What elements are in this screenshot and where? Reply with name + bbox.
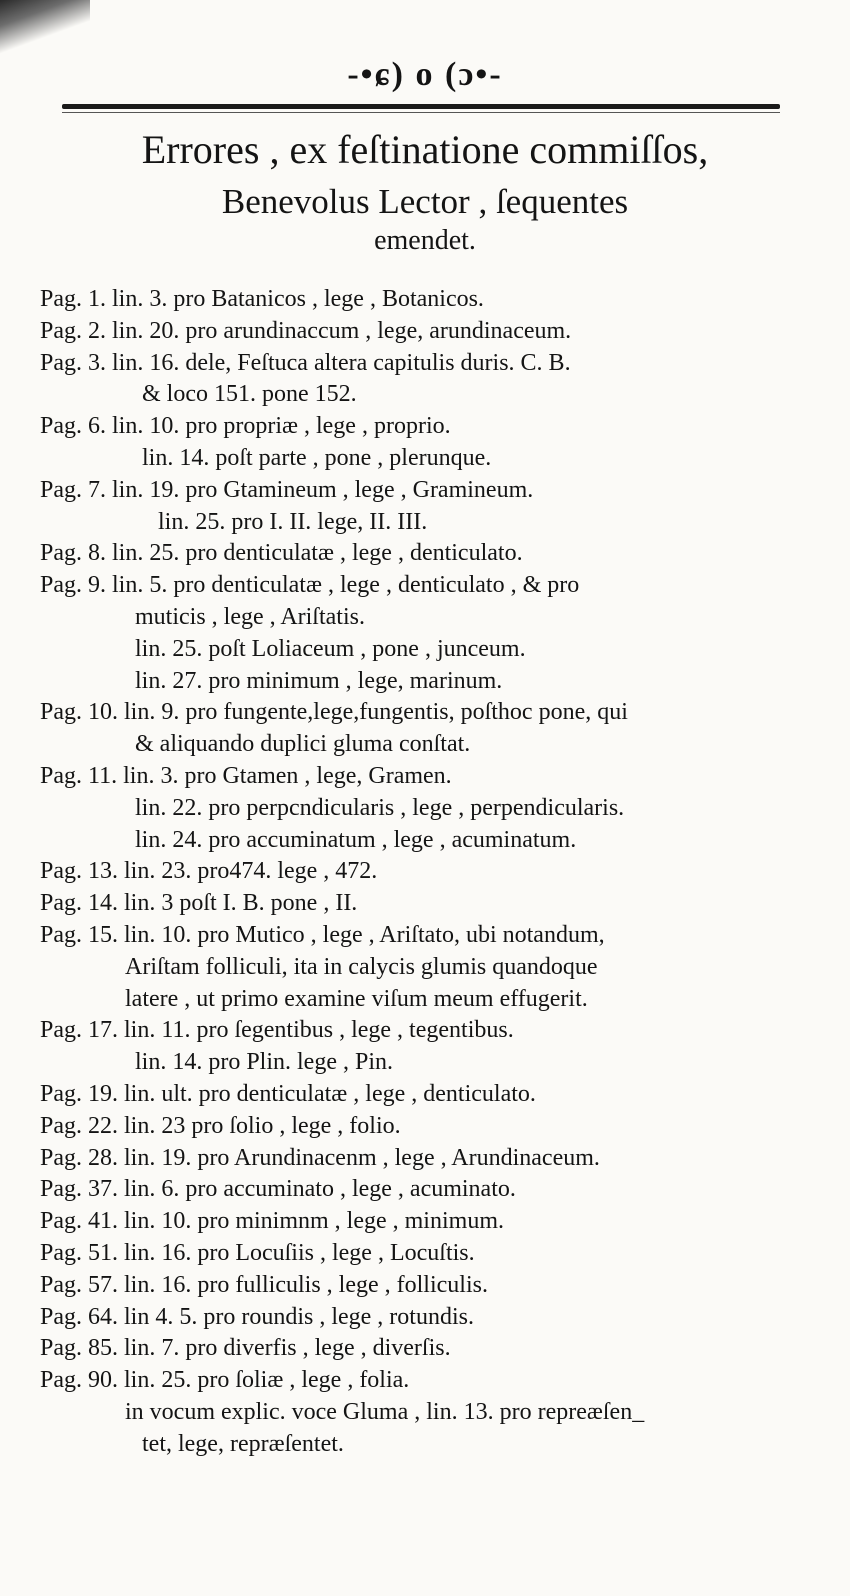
title-line-3: emendet. [374,225,476,256]
errata-line: lin. 24. pro accuminatum , lege , acuminatum. [135,826,577,853]
errata-line: tet, lege, repræſentet. [142,1430,344,1457]
errata-line: lin. 14. pro Plin. lege , Pin. [135,1049,393,1076]
errata-line: lin. 22. pro perpcndicularis , lege , perpendicularis. [135,794,625,821]
errata-line: Pag. 15. lin. 10. pro Mutico , lege , Ariſtato, ubi notandum, [40,921,605,948]
errata-line: Pag. 9. lin. 5. pro denticulatæ , lege , denticulato , & pro [40,572,580,599]
header-rule [62,104,780,109]
header-ornament: -•ɕ) o (ɔ•- [347,56,503,93]
errata-line: Pag. 14. lin. 3 poſt I. B. pone , II. [40,890,358,917]
errata-line: Pag. 28. lin. 19. pro Arundinacenm , lege , Arundinaceum. [40,1144,600,1171]
errata-line: Pag. 57. lin. 16. pro fulliculis , lege , folliculis. [40,1271,488,1298]
errata-line: Pag. 17. lin. 11. pro ſegentibus , lege , tegentibus. [40,1017,514,1044]
errata-line: Ariſtam folliculi, ita in calycis glumis quandoque [125,953,598,980]
errata-line: in vocum explic. voce Gluma , lin. 13. pro repreæſen_ [125,1398,645,1425]
header-rule-thin [62,112,780,113]
errata-line: Pag. 10. lin. 9. pro fungente,lege,fungentis, poſthoc pone, qui [40,699,628,726]
errata-line: Pag. 90. lin. 25. pro ſoliæ , lege , folia. [40,1367,410,1394]
errata-line: Pag. 7. lin. 19. pro Gtamineum , lege , Gramineum. [40,476,534,503]
errata-line: lin. 14. poſt parte , pone , plerunque. [142,444,492,471]
title-line-2: Benevolus Lector , ſequentes [221,182,629,221]
errata-line: lin. 25. poſt Loliaceum , pone , junceum. [135,635,526,662]
errata-line: lin. 25. pro I. II. lege, II. III. [158,508,428,535]
errata-line: Pag. 41. lin. 10. pro minimnm , lege , minimum. [40,1208,504,1235]
errata-line: Pag. 6. lin. 10. pro propriæ , lege , proprio. [40,413,451,440]
errata-line: muticis , lege , Ariſtatis. [135,603,365,630]
errata-line: Pag. 2. lin. 20. pro arundinaccum , lege, arundinaceum. [40,317,572,344]
errata-line: lin. 27. pro minimum , lege, marinum. [135,667,503,694]
errata-list [40,284,830,1460]
errata-line: Pag. 85. lin. 7. pro diverfis , lege , diverſis. [40,1335,451,1362]
errata-line: Pag. 22. lin. 23 pro ſolio , lege , folio. [40,1112,401,1139]
errata-line: Pag. 3. lin. 16. dele, Feſtuca altera capitulis duris. C. B. [40,349,571,376]
errata-line: & loco 151. pone 152. [142,381,357,408]
title-line-1: Errores , ex feſtinatione commiſſos, [141,127,709,172]
errata-line: Pag. 19. lin. ult. pro denticulatæ , lege , denticulato. [40,1080,536,1107]
errata-line: Pag. 64. lin 4. 5. pro roundis , lege , rotundis. [40,1303,474,1330]
errata-line: & aliquando duplici gluma conſtat. [135,731,471,758]
errata-line: latere , ut primo examine viſum meum effugerit. [125,985,588,1012]
errata-line: Pag. 13. lin. 23. pro474. lege , 472. [40,858,378,885]
page-corner-shadow [0,0,90,60]
errata-line: Pag. 37. lin. 6. pro accuminato , lege , acuminato. [40,1176,516,1203]
errata-line: Pag. 51. lin. 16. pro Locuſiis , lege , Locuſtis. [40,1239,475,1266]
errata-line: Pag. 1. lin. 3. pro Batanicos , lege , Botanicos. [40,286,484,312]
errata-line: Pag. 8. lin. 25. pro denticulatæ , lege , denticulato. [40,540,523,567]
errata-line: Pag. 11. lin. 3. pro Gtamen , lege, Gramen. [40,762,452,789]
